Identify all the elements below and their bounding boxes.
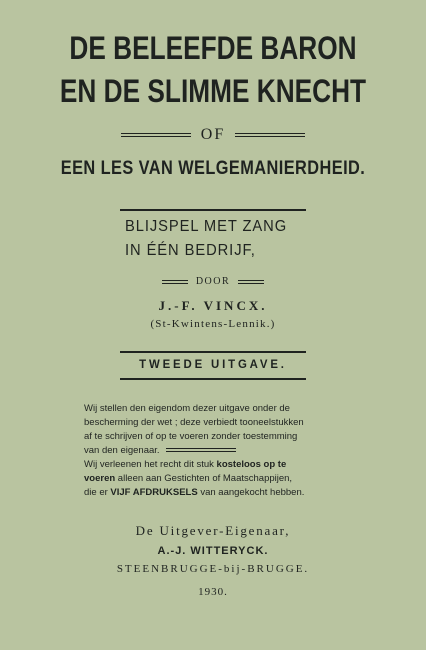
notice-line xyxy=(84,486,354,500)
notice-line: af te schrijven of op te voeren zonder toestemming xyxy=(84,431,298,442)
notice-line: bescherming der wet ; deze verbiedt tooneelstukken xyxy=(84,417,304,428)
rule-top xyxy=(120,209,306,211)
author-place: (St-Kwintens-Lennik.) xyxy=(150,318,276,330)
of-divider xyxy=(0,126,426,144)
notice-bold: voeren xyxy=(84,473,116,484)
notice-text: die er xyxy=(84,487,111,498)
title-line-2: EN DE SLIMME KNECHT xyxy=(59,73,367,109)
edition-label: TWEEDE UITGAVE. xyxy=(139,357,287,371)
notice-text: Wij verleenen het recht dit stuk xyxy=(84,459,217,470)
author-name: J.-F. VINCX. xyxy=(158,298,268,313)
publication-year: 1930. xyxy=(198,586,228,598)
publisher-role: De Uitgever-Eigenaar, xyxy=(135,523,291,538)
of-word: OF xyxy=(200,126,226,143)
notice-line xyxy=(84,472,354,486)
notice-separator xyxy=(166,448,236,452)
notice-bold: kosteloos op te xyxy=(216,459,287,470)
notice-line xyxy=(84,458,354,472)
notice-text: van aangekocht hebben. xyxy=(197,487,305,498)
rule-edition-bottom xyxy=(120,378,306,380)
publisher-city: STEENBRUGGE-bij-BRUGGE. xyxy=(116,563,310,575)
notice-bold: VIJF AFDRUKSELS xyxy=(110,487,198,498)
subtitle: EEN LES VAN WELGEMANIERDHEID. xyxy=(60,158,366,179)
notice-line: Wij stellen den eigendom dezer uitgave onder de xyxy=(84,403,290,414)
genre-line-1: BLIJSPEL MET ZANG xyxy=(125,218,288,235)
double-rule-small-right xyxy=(238,280,264,284)
genre-line-2: IN ÉÉN BEDRIJF, xyxy=(125,242,256,259)
notice-line: van den eigenaar. xyxy=(84,445,160,456)
copyright-notice xyxy=(84,402,354,500)
rule-edition-top xyxy=(120,351,306,353)
double-rule-right xyxy=(235,133,305,137)
publisher-name: A.-J. WITTERYCK. xyxy=(157,545,269,557)
notice-line-with-rule xyxy=(84,444,354,458)
double-rule-left xyxy=(121,133,191,137)
by-word: DOOR xyxy=(195,276,231,287)
notice-text: alleen aan Gestichten of Maatschappijen, xyxy=(115,473,293,484)
by-row xyxy=(0,276,426,287)
title-line-1: DE BELEEFDE BARON xyxy=(69,30,357,66)
double-rule-small-left xyxy=(162,280,188,284)
